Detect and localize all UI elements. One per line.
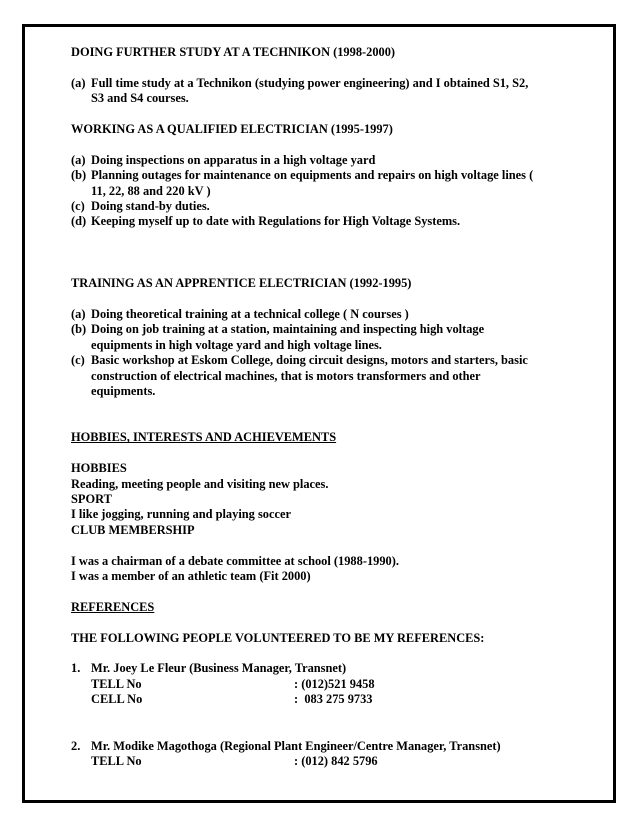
cell-value: : 083 275 9733 bbox=[294, 692, 373, 707]
tell-value: : (012) 842 5796 bbox=[294, 754, 378, 769]
item-text: Planning outages for maintenance on equipments and repairs on high voltage lines ( 11, 22, 88 and 220 kV ) bbox=[91, 168, 534, 198]
club-line-1: I was a chairman of a debate committee at school (1988-1990). bbox=[71, 553, 399, 568]
item-text: Basic workshop at Eskom College, doing circuit designs, motors and starters, basic construction of electrical machines, that is motors transformers and other equipments. bbox=[91, 353, 528, 399]
hobbies-heading: HOBBIES, INTERESTS AND ACHIEVEMENTS bbox=[71, 430, 337, 445]
item-label: (b) bbox=[71, 322, 87, 337]
item-text: Doing stand-by duties. bbox=[91, 199, 210, 214]
references-intro: THE FOLLOWING PEOPLE VOLUNTEERED TO BE MY REFERENCES: bbox=[71, 630, 485, 645]
tell-label: TELL No bbox=[91, 676, 142, 691]
tell-value: : (012)521 9458 bbox=[294, 676, 375, 691]
item-label: (a) bbox=[71, 152, 86, 167]
study-heading: DOING FURTHER STUDY AT A TECHNIKON (1998-2000) bbox=[71, 45, 396, 59]
item-text: Doing theoretical training at a technical college ( N courses ) bbox=[91, 307, 409, 322]
reference-1 bbox=[71, 661, 541, 707]
electrician-item-d bbox=[71, 214, 541, 229]
resume-content bbox=[71, 45, 541, 770]
item-label: (a) bbox=[71, 307, 86, 322]
item-label: (b) bbox=[71, 168, 87, 183]
reference-2 bbox=[71, 739, 541, 770]
item-text: Full time study at a Technikon (studying power engineering) and I obtained S1, S2, S3 and S4 courses. bbox=[91, 75, 529, 106]
apprentice-item-a bbox=[71, 307, 541, 322]
reference-name: Mr. Modike Magothoga (Regional Plant Engineer/Centre Manager, Transnet) bbox=[91, 738, 501, 753]
reference-cell-row bbox=[91, 692, 541, 707]
electrician-item-b bbox=[71, 168, 541, 199]
reference-number: 1. bbox=[71, 661, 81, 676]
cell-label: CELL No bbox=[91, 692, 143, 707]
item-label: (c) bbox=[71, 199, 85, 214]
sport-text: I like jogging, running and playing soccer bbox=[71, 507, 291, 522]
sport-title: SPORT bbox=[71, 492, 112, 507]
study-item-a bbox=[71, 76, 541, 107]
item-text: Keeping myself up to date with Regulations for High Voltage Systems. bbox=[91, 214, 461, 229]
item-text: Doing on job training at a station, maintaining and inspecting high voltage equipments in high voltage yard and high voltage lines. bbox=[91, 322, 485, 352]
reference-name: Mr. Joey Le Fleur (Business Manager, Transnet) bbox=[91, 661, 347, 676]
reference-tell-row bbox=[91, 677, 541, 692]
apprentice-heading: TRAINING AS AN APPRENTICE ELECTRICIAN (1992-1995) bbox=[71, 276, 412, 291]
item-label: (a) bbox=[71, 75, 86, 90]
reference-tell-row bbox=[91, 754, 541, 769]
club-title: CLUB MEMBERSHIP bbox=[71, 522, 195, 537]
apprentice-item-c bbox=[71, 353, 541, 399]
item-text: Doing inspections on apparatus in a high voltage yard bbox=[91, 152, 376, 167]
item-label: (c) bbox=[71, 353, 85, 368]
reference-number: 2. bbox=[71, 738, 81, 753]
hobbies-text: Reading, meeting people and visiting new places. bbox=[71, 476, 329, 491]
electrician-item-c bbox=[71, 199, 541, 214]
tell-label: TELL No bbox=[91, 754, 142, 769]
club-line-2: I was a member of an athletic team (Fit 2000) bbox=[71, 569, 311, 584]
references-heading: REFERENCES bbox=[71, 599, 155, 614]
item-label: (d) bbox=[71, 214, 87, 229]
hobbies-title: HOBBIES bbox=[71, 461, 127, 476]
electrician-heading: WORKING AS A QUALIFIED ELECTRICIAN (1995-1997) bbox=[71, 122, 393, 136]
electrician-item-a bbox=[71, 153, 541, 168]
apprentice-item-b bbox=[71, 322, 541, 353]
